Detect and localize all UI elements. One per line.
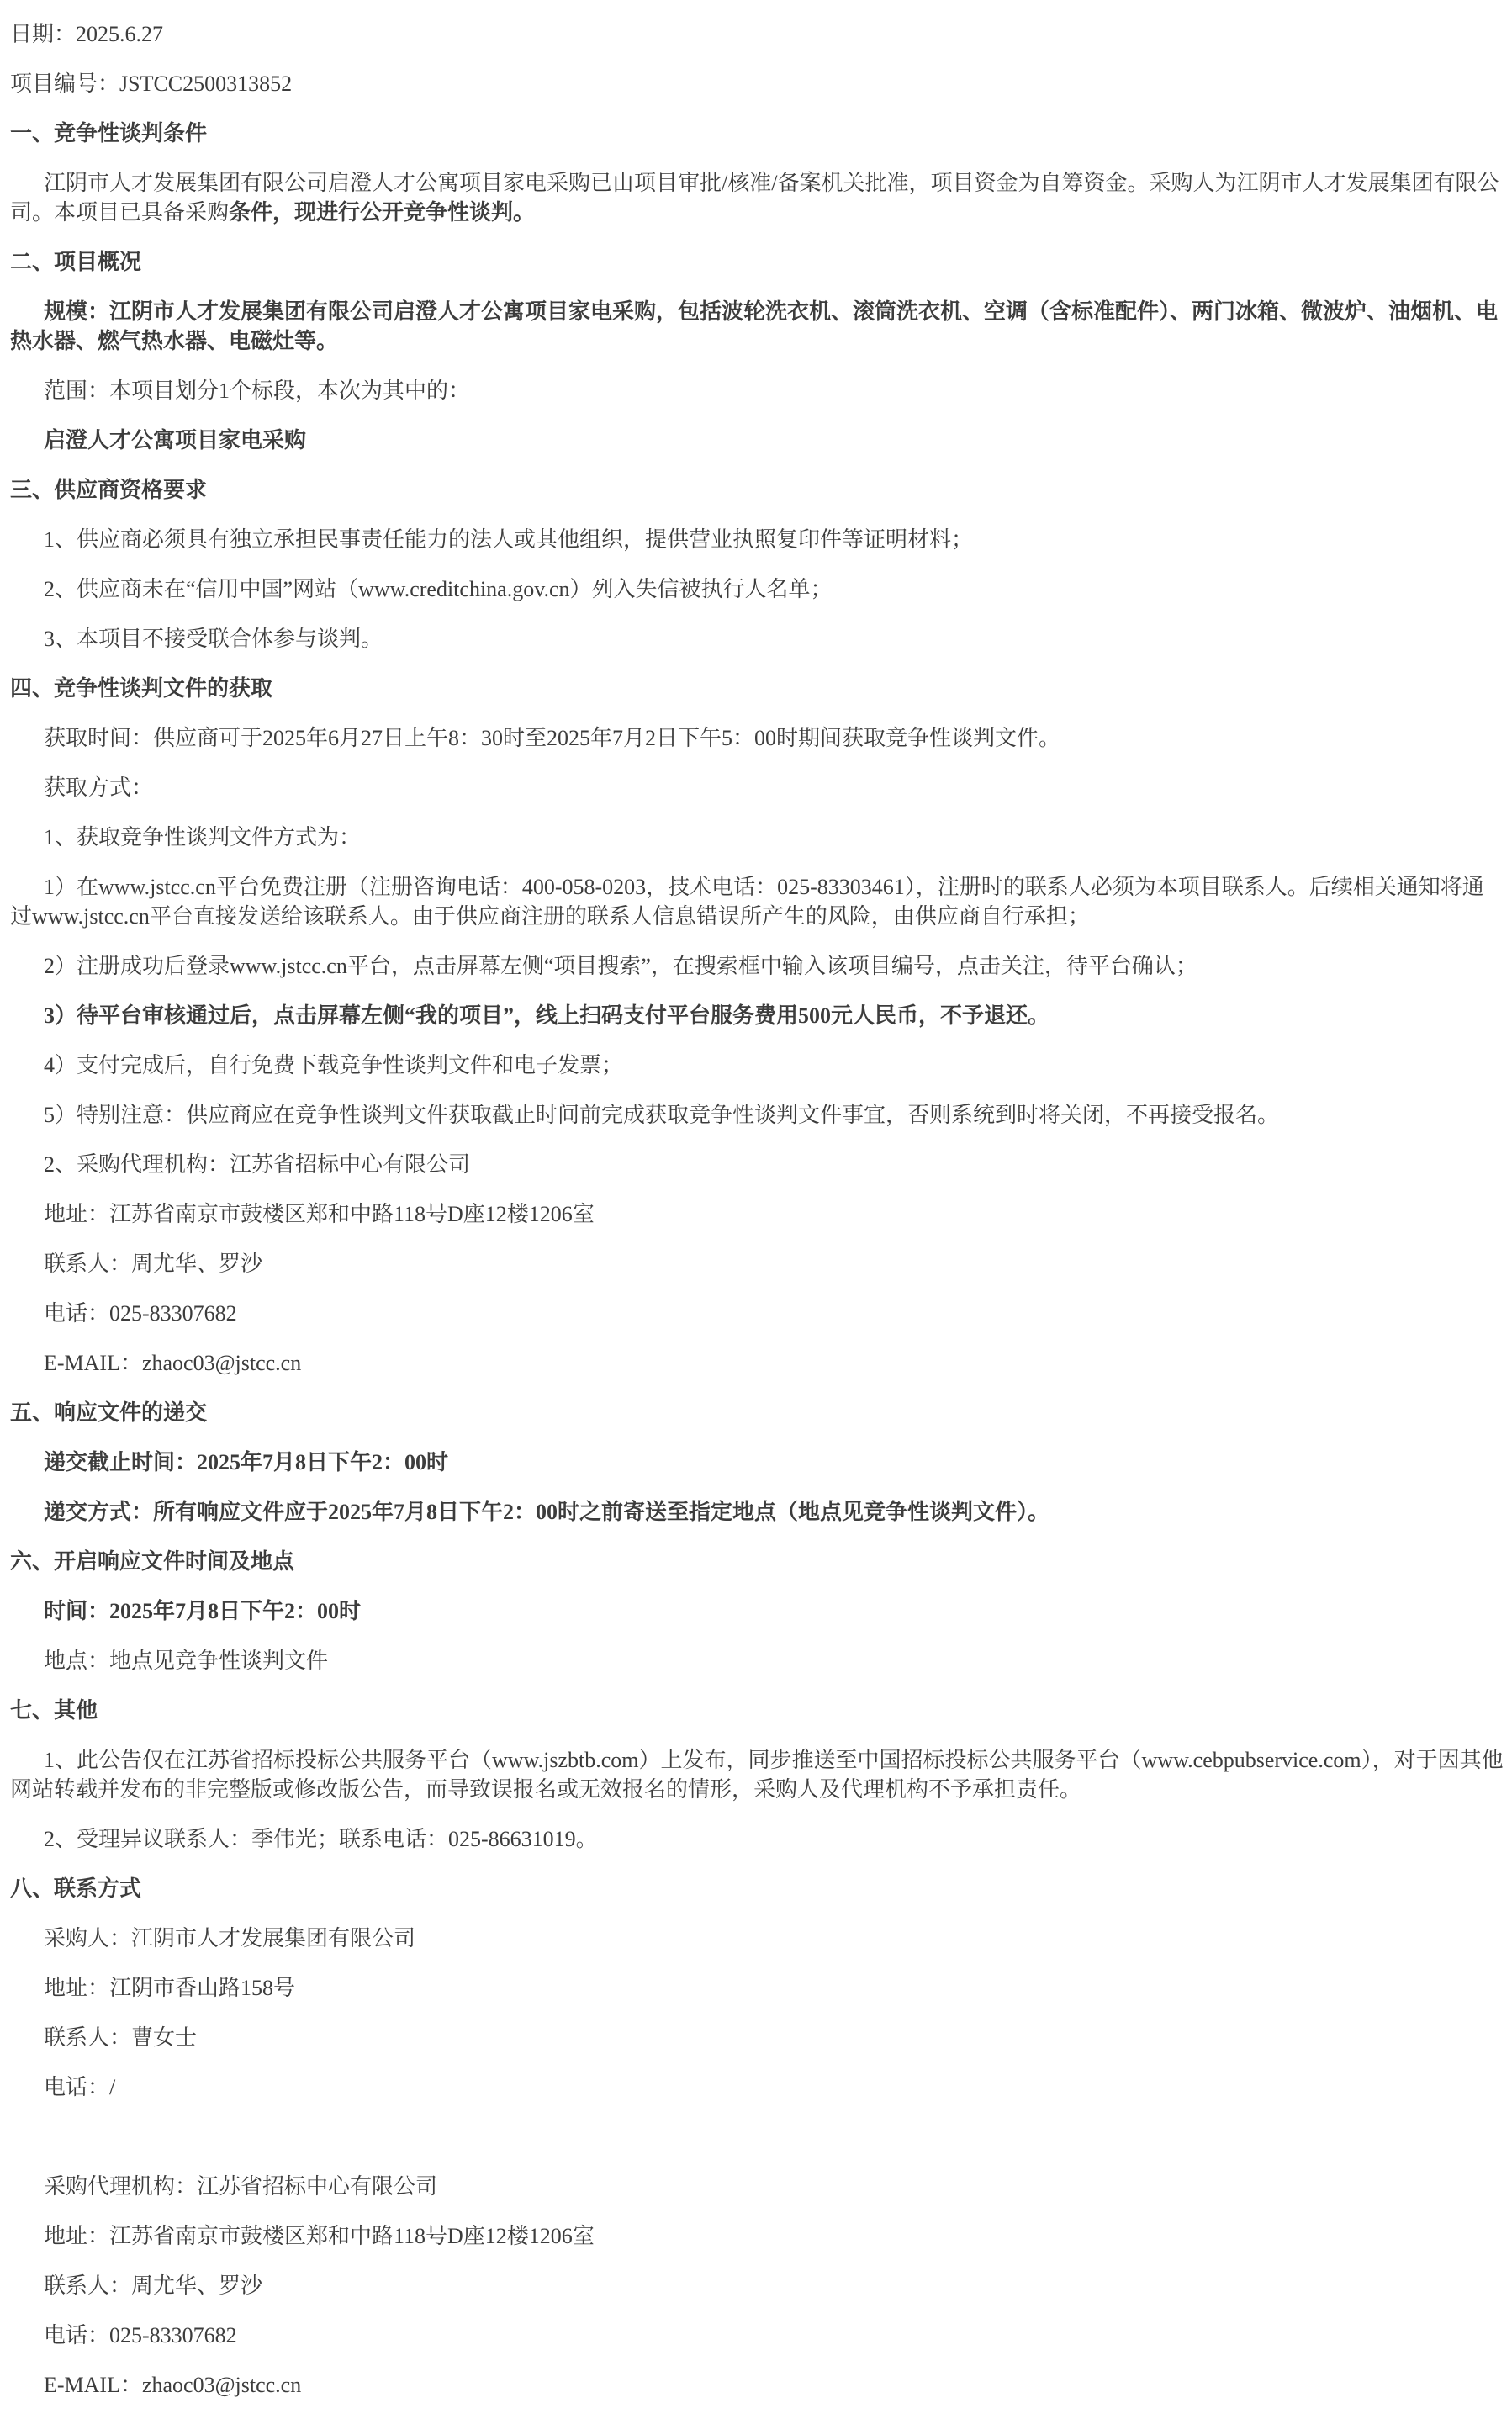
section1-heading: 一、竞争性谈判条件	[10, 121, 208, 146]
agency2-address-line: 地址：江苏省南京市鼓楼区郑和中路118号D座12楼1206室	[44, 2224, 595, 2248]
obtain-step-1: 1）在www.jstcc.cn平台免费注册（注册咨询电话：400-058-0203，技术电话：025-83303461），注册时的联系人必须为本项目联系人。后续相关通知将通过www.jstcc.cn平台直接发送给该联系人。由于供应商注册的联系人信息错误所产生的风险，由供应商自行承担；	[10, 875, 1484, 929]
obtain-step-5: 5）特别注意：供应商应在竞争性谈判文件获取截止时间前完成获取竞争性谈判文件事宜，否则系统到时将关闭，不再接受报名。	[44, 1103, 1280, 1127]
other-item-2: 2、受理异议联系人：季伟光；联系电话：025-86631019。	[44, 1827, 598, 1851]
agency-email-line: E-MAIL：zhaoc03@jstcc.cn	[44, 1351, 302, 1375]
agency-address-line: 地址：江苏省南京市鼓楼区郑和中路118号D座12楼1206室	[44, 1202, 595, 1226]
project-number-line: 项目编号：JSTCC2500313852	[10, 71, 293, 96]
submit-deadline-line: 递交截止时间：2025年7月8日下午2：00时	[44, 1450, 449, 1474]
agency2-contact-line: 联系人：周尤华、罗沙	[44, 2273, 263, 2298]
agency-contact-line: 联系人：周尤华、罗沙	[44, 1252, 263, 1276]
supplier-requirement-item-2: 2、供应商未在“信用中国”网站（www.creditchina.gov.cn）列入失信被执行人名单；	[44, 577, 833, 601]
section7-heading: 七、其他	[10, 1698, 98, 1723]
submit-method-line: 递交方式：所有响应文件应于2025年7月8日下午2：00时之前寄送至指定地点（地点见竞争性谈判文件）。	[44, 1500, 1050, 1524]
open-time-line: 时间：2025年7月8日下午2：00时	[44, 1599, 362, 1623]
section1-body	[10, 168, 1504, 227]
purchaser-line: 采购人：江阴市人才发展集团有限公司	[44, 1926, 416, 1951]
project-scale-line: 规模：江阴市人才发展集团有限公司启澄人才公寓项目家电采购，包括波轮洗衣机、滚筒洗衣机、空调（含标准配件）、两门冰箱、微波炉、油烟机、电热水器、燃气热水器、电磁灶等。	[10, 299, 1499, 353]
blank-line	[10, 2122, 1504, 2152]
agency2-email-line: E-MAIL：zhaoc03@jstcc.cn	[44, 2373, 302, 2397]
project-scope-line: 范围：本项目划分1个标段，本次为其中的：	[44, 378, 471, 403]
package-name-line: 启澄人才公寓项目家电采购	[44, 428, 307, 453]
section1-body-normal: 江阴市人才发展集团有限公司启澄人才公寓项目家电采购已由项目审批/核准/备案机关批准，项目资金为自筹资金。采购人为江阴市人才发展集团有限公司。本项目已具备采购	[10, 171, 1499, 225]
section8-heading: 八、联系方式	[10, 1876, 142, 1901]
section5-heading: 五、响应文件的递交	[10, 1400, 208, 1425]
agency2-phone-line: 电话：025-83307682	[44, 2323, 237, 2348]
obtain-step-3: 3）待平台审核通过后，点击屏幕左侧“我的项目”，线上扫码支付平台服务费用500元人民币，不予退还。	[44, 1003, 1050, 1028]
purchaser-contact-line: 联系人：曹女士	[44, 2025, 198, 2050]
procurement-agency-line: 2、采购代理机构：江苏省招标中心有限公司	[44, 1152, 471, 1177]
obtain-time-line: 获取时间：供应商可于2025年6月27日上午8：30时至2025年7月2日下午5：00时期间获取竞争性谈判文件。	[44, 726, 1061, 750]
section4-heading: 四、竞争性谈判文件的获取	[10, 676, 273, 701]
purchaser-address-line: 地址：江阴市香山路158号	[44, 1976, 296, 2000]
obtain-step-2: 2）注册成功后登录www.jstcc.cn平台，点击屏幕左侧“项目搜索”，在搜索框中输入该项目编号，点击关注，待平台确认；	[44, 954, 1197, 978]
section6-heading: 六、开启响应文件时间及地点	[10, 1549, 295, 1574]
section1-body-bold: 条件，现进行公开竞争性谈判。	[229, 200, 536, 225]
section2-heading: 二、项目概况	[10, 250, 142, 274]
other-item-1: 1、此公告仅在江苏省招标投标公共服务平台（www.jszbtb.com）上发布，同步推送至中国招标投标公共服务平台（www.cebpubservice.com），对于因其他网站转载并发布的非完整版或修改版公告，而导致误报名或无效报名的情形，采购人及代理机构不予承担责任。	[10, 1748, 1504, 1802]
open-place-line: 地点：地点见竞争性谈判文件	[44, 1649, 329, 1673]
obtain-step-4: 4）支付完成后，自行免费下载竞争性谈判文件和电子发票；	[44, 1053, 624, 1077]
agency2-line: 采购代理机构：江苏省招标中心有限公司	[44, 2174, 438, 2199]
obtain-method-label: 获取方式：	[44, 775, 154, 800]
agency-phone-line: 电话：025-83307682	[44, 1301, 237, 1326]
section3-heading: 三、供应商资格要求	[10, 478, 208, 502]
supplier-requirement-item-1: 1、供应商必须具有独立承担民事责任能力的法人或其他组织，提供营业执照复印件等证明材料；	[44, 527, 974, 552]
purchaser-phone-line: 电话：/	[44, 2075, 116, 2099]
supplier-requirement-item-3: 3、本项目不接受联合体参与谈判。	[44, 627, 383, 651]
obtain-method-item-1: 1、获取竞争性谈判文件方式为：	[44, 825, 362, 850]
date-line: 日期：2025.6.27	[10, 22, 164, 46]
